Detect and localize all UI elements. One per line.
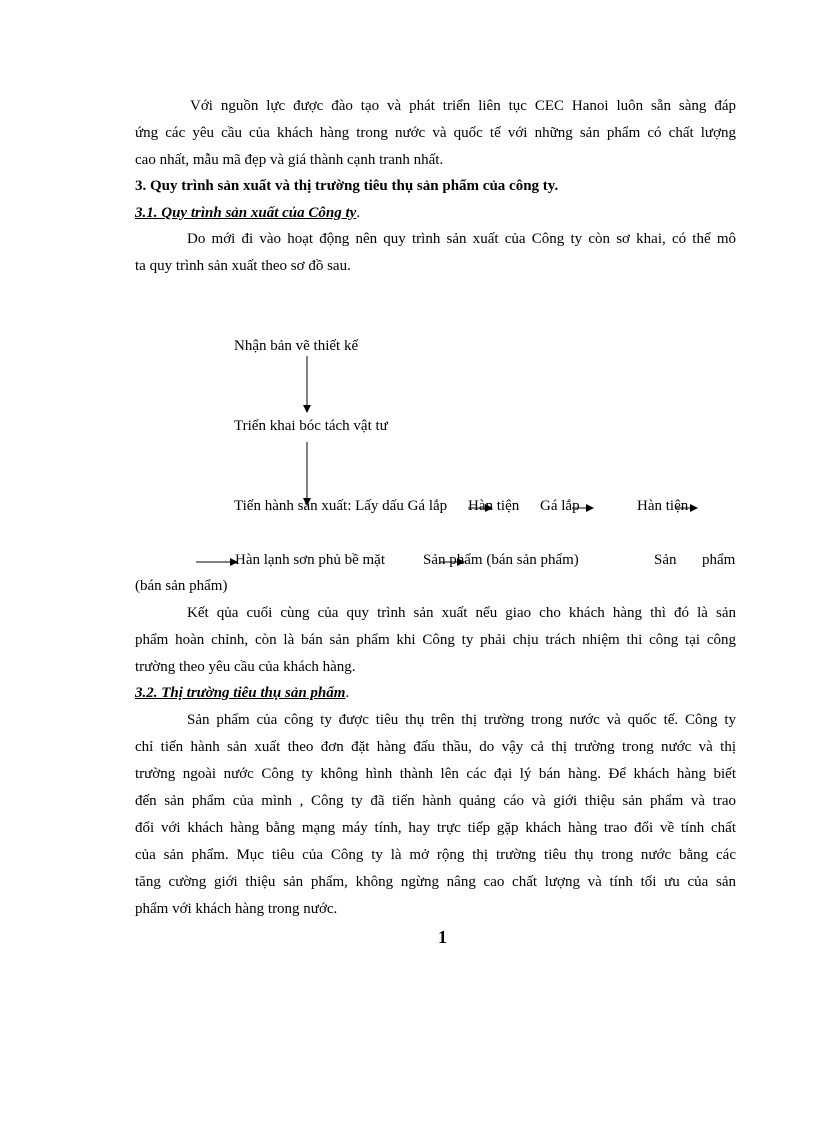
flow-step-1: Nhận bản vẽ thiết kế bbox=[234, 338, 359, 354]
flow-step-4-c2: phẩm bbox=[702, 552, 736, 568]
section-3-2-line-3: trường ngoài nước Công ty không hình thành lên các đại lý bán hàng. Để khách hàng biết bbox=[135, 766, 736, 782]
flow-step-3-c: Hàn tiện bbox=[637, 498, 689, 514]
section-3-1-heading: 3.1. Quy trình sản xuất của Công ty bbox=[135, 205, 357, 221]
section-3-2-heading-wrap bbox=[135, 683, 349, 703]
intro-line-3: cao nhất, mẫu mã đẹp và giá thành cạnh tranh nhất. bbox=[135, 152, 444, 168]
flow-step-4-c1: Sản bbox=[654, 552, 677, 568]
section-3-2-line-5: đổi với khách hàng bằng mạng máy tính, hay trực tiếp gặp khách hàng trao đổi về tính chất bbox=[135, 820, 736, 836]
section-3-1-para-line-1: Do mới đi vào hoạt động nên quy trình sản xuất của Công ty còn sơ khai, có thể mô bbox=[187, 231, 736, 247]
flow-step-3-b: Gá lắp bbox=[540, 498, 580, 514]
flow-step-3-a: Hàn tiện bbox=[468, 498, 520, 514]
section-3-2-heading-end: . bbox=[345, 685, 350, 701]
result-line-2: phẩm hoàn chỉnh, còn là bán sản phẩm khi Công ty phải chịu trách nhiệm thi công tại công bbox=[135, 632, 736, 648]
result-line-1: Kết qủa cuối cùng của quy trình sản xuất nếu giao cho khách hàng thì đó là sản bbox=[187, 605, 736, 621]
section-3-2-line-4: đến sản phẩm của mình , Công ty đã tiến hành quảng cáo và giới thiệu sản phẩm và trao bbox=[135, 793, 736, 809]
section-3-heading: 3. Quy trình sản xuất và thị trường tiêu thụ sản phẩm của công ty. bbox=[135, 178, 559, 194]
intro-line-2: ứng các yêu cầu của khách hàng trong nước và quốc tế với những sản phẩm có chất lượng bbox=[135, 125, 736, 141]
result-line-3: trường theo yêu cầu của khách hàng. bbox=[135, 659, 356, 675]
section-3-2-line-1: Sản phẩm của công ty được tiêu thụ trên thị trường trong nước và quốc tế. Công ty bbox=[187, 712, 736, 728]
flow-step-2: Triển khai bóc tách vật tư bbox=[234, 418, 388, 434]
section-3-2-line-8: phẩm với khách hàng trong nước. bbox=[135, 901, 338, 917]
section-3-2-line-6: của sản phẩm. Mục tiêu của Công ty là mở rộng thị trường tiêu thụ trong nước bằng các bbox=[135, 847, 736, 863]
flow-step-3: Tiến hành sản xuất: Lấy dấu Gá lắp bbox=[234, 498, 448, 514]
flow-step-4-b: Sản phẩm (bán sản phẩm) bbox=[423, 552, 579, 568]
section-3-2-line-2: chỉ tiến hành sản xuất theo đơn đặt hàng đấu thầu, do vậy cả thị trường trong nước và thị bbox=[135, 739, 736, 755]
intro-line-1: Với nguồn lực được đào tạo và phát triển liên tục CEC Hanoi luôn sẵn sàng đáp bbox=[190, 98, 736, 114]
page-number: 1 bbox=[438, 927, 447, 947]
flow-step-4-a: Hàn lạnh sơn phủ bề mặt bbox=[235, 552, 385, 568]
section-3-1-heading-end: . bbox=[356, 205, 361, 221]
section-3-2-line-7: tăng cường giới thiệu sản phẩm, không ngừng nâng cao chất lượng và tính tối ưu của sản bbox=[135, 874, 736, 890]
section-3-1-para-line-2: ta quy trình sản xuất theo sơ đồ sau. bbox=[135, 258, 351, 274]
section-3-2-heading: 3.2. Thị trường tiêu thụ sản phẩm bbox=[135, 685, 346, 701]
flow-step-4-d: (bán sản phẩm) bbox=[135, 578, 228, 594]
